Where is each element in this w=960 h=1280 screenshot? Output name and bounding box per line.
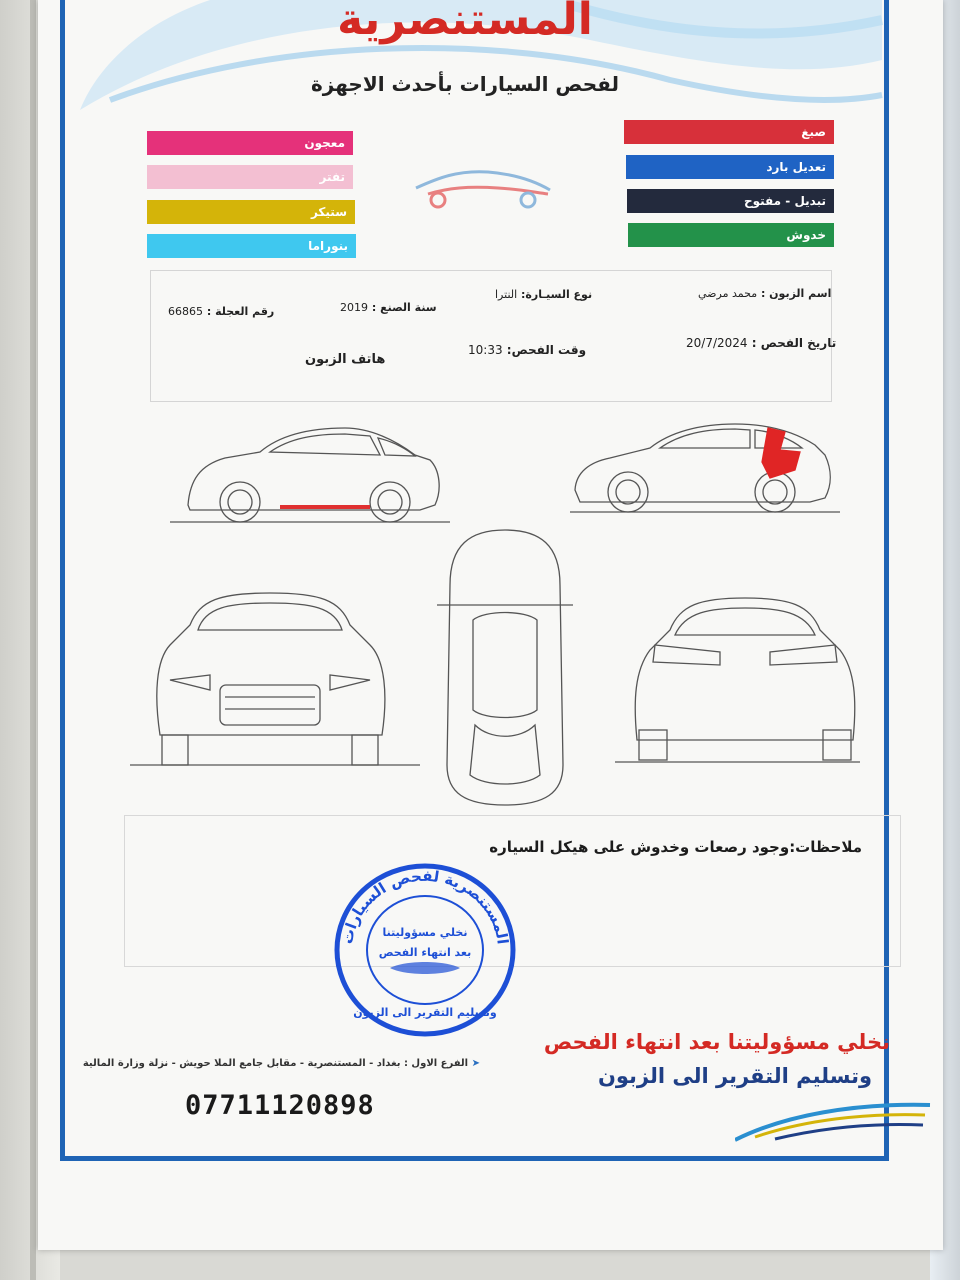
underlying-page-edge <box>30 0 36 1280</box>
legend-taftar <box>147 165 353 189</box>
legend-sticker <box>147 200 355 224</box>
car-rear-view <box>615 598 860 762</box>
car-side-view-right <box>570 424 840 512</box>
location-icon: ➤ <box>471 1058 480 1069</box>
date-label: تاريخ الفحص : <box>751 336 837 350</box>
legend-scratches-label: خدوش <box>786 228 826 242</box>
legend-cold-repair <box>626 155 834 179</box>
legend-replaced <box>627 189 834 213</box>
vin-label: رقم العجلة : <box>206 305 275 318</box>
legend-cold-repair-label: تعديل بارد <box>766 160 826 174</box>
vin-field <box>168 305 274 318</box>
slogan-line-2: وتسليم التقرير الى الزبون <box>597 1064 873 1088</box>
legend-paint-label: صبغ <box>801 125 826 139</box>
car-diagrams <box>130 410 860 810</box>
year-value: 2019 <box>340 301 368 314</box>
car-top-view <box>437 530 573 805</box>
notes-text: وجود رصعات وخدوش على هيكل السياره <box>489 838 790 856</box>
car-logo-icon <box>408 160 558 210</box>
time-label: وقت الفحص: <box>506 343 587 357</box>
car-type-label: نوع السيـارة: <box>521 288 593 301</box>
car-front-view <box>130 593 420 765</box>
legend-putty-label: معجون <box>304 136 345 150</box>
stamp-line-1: نخلي مسؤوليتنا <box>382 926 468 939</box>
vin-value: 66865 <box>168 305 203 318</box>
date-field <box>686 336 836 350</box>
legend-panorama-label: بنوراما <box>308 239 348 253</box>
slogan-line-1: نخلي مسؤوليتنا بعد انتهاء الفحص <box>543 1030 890 1054</box>
company-phone: 07711120898 <box>185 1090 375 1121</box>
time-field <box>468 343 586 357</box>
year-field <box>340 301 437 314</box>
stamp-outer-text: المستنصرية لفحص السيارات <box>338 866 512 946</box>
car-type-field <box>495 288 592 301</box>
brand-tagline: لفحص السيارات بأحدث الاجهزة <box>310 72 620 96</box>
legend-putty <box>147 131 353 155</box>
frame-left-border <box>60 0 65 1160</box>
legend-scratches <box>628 223 834 247</box>
company-stamp <box>330 860 520 1040</box>
customer-name-label: اسم الزبون : <box>760 287 832 300</box>
branch-address-text: الفرع الاول : بغداد - المستنصرية - مقابل جامع الملا حويش - نزلة وزارة المالية <box>82 1058 469 1069</box>
year-label: سنة الصنع : <box>371 301 437 314</box>
notes-label: ملاحظات: <box>789 838 862 856</box>
notes-line <box>125 838 900 856</box>
legend-taftar-label: تفتر <box>319 170 345 184</box>
customer-name-value: محمد مرضي <box>698 287 758 300</box>
customer-name-field <box>698 287 831 300</box>
frame-bottom-border <box>60 1156 889 1161</box>
time-value: 10:33 <box>468 343 503 357</box>
brand-title: المستنصرية <box>337 0 593 45</box>
frame-right-border <box>884 0 889 1160</box>
customer-phone-label: هاتف الزبون <box>305 352 386 367</box>
date-value: 20/7/2024 <box>686 336 748 350</box>
branch-address <box>82 1058 480 1069</box>
stamp-line-3: وتسليم التقرير الى الزبون <box>353 1006 497 1019</box>
car-type-value: النترا <box>495 288 518 301</box>
legend-sticker-label: ستيكر <box>310 205 347 219</box>
footer-wave-graphic <box>735 1095 935 1145</box>
legend-replaced-label: تبديل - مفتوح <box>743 194 826 208</box>
car-side-view-left <box>170 428 450 522</box>
legend-panorama <box>147 234 356 258</box>
legend-paint <box>624 120 834 144</box>
stamp-line-2: بعد انتهاء الفحص <box>378 946 472 959</box>
